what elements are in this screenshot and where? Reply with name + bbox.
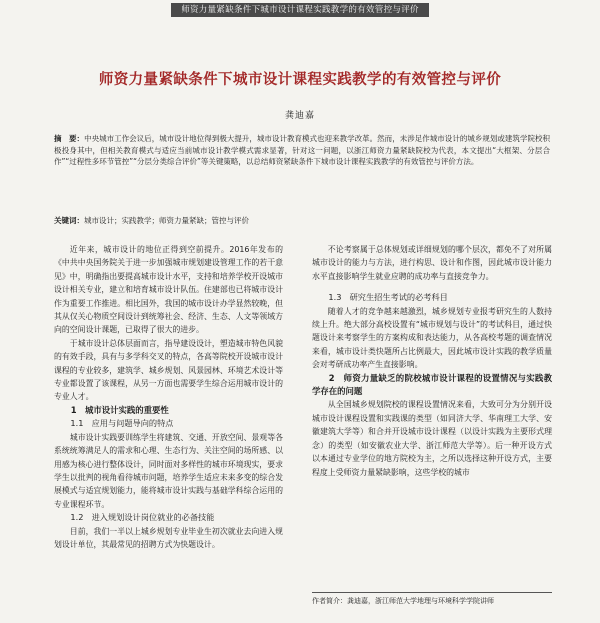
- subsection-heading: 1.2 进入规划设计岗位就业的必备技能: [70, 512, 215, 523]
- section-heading: 1 城市设计实践的重要性: [70, 404, 169, 415]
- running-header: [0, 0, 600, 20]
- paragraph: 城市设计实践要训练学生将建筑、交通、开放空间、景观等各系统统筹满足人的需求和心理、生态行为、关注空间的场所感、以用感为核心进行整体设计，同时面对多样性的城市环境现实，要求学生以批判的视角看待城市问题，培养学生适应未来多变的综合发展模式与适宜规划能力，能将城市设计实践与基础学科综合运用的专业课程环节。: [54, 432, 283, 509]
- paragraph: 目前，我们一半以上城乡规划专业毕业生初次就业去向进入规划设计单位，其最常见的招聘方式为快题设计。: [54, 526, 283, 549]
- subsection-heading: 1.1 应用与问题导向的特点: [70, 418, 174, 429]
- abstract-label: 摘 要：: [54, 134, 85, 143]
- author-footnote: 作者简介：龚迪嘉，浙江师范大学地理与环境科学学院讲师: [312, 592, 552, 606]
- paragraph: 随着人才的竞争越来越激烈，城乡规划专业报考研究生的人数持续上升。绝大部分高校设置有“城市规划与设计”的考试科目，通过快题设计来考察学生的方案构成和表达能力，从各高校考题的调查情况来看，城市设计类快题所占比例最大，因此城市设计实践的教学质量会对考研成功率产生直接影响。: [312, 306, 552, 370]
- keywords-text: 城市设计；实践教学；师资力量紧缺；管控与评价: [84, 216, 249, 225]
- running-header-title: 师资力量紧缺条件下城市设计课程实践教学的有效管控与评价: [171, 3, 429, 17]
- abstract-text: 中央城市工作会议后，城市设计地位得到极大提升，城市设计教育模式也迎来教学改革。然而，未涉足作城市设计的城乡规划或建筑学院校积极投身其中，但相关教育模式与适应当前城市设计教学模式需求显著，针对这一问题，以浙江师资力量紧缺院校为代表，本文提出“大框架、分层合作”“过程性多环节管控”“分层分类综合评价”等关键策略，以总结师资紧缺条件下城市设计课程实践教学的有效管控与评价方法。: [54, 134, 550, 167]
- keywords: [54, 215, 550, 226]
- right-column: [312, 243, 552, 479]
- paragraph: 从全国城乡规划院校的课程设置情况来看，大致可分为分别开设城市设计课程设置和实践课的类型（如同济大学、华南理工大学、安徽建筑大学等）和合并开设城市设计课程（以设计实践为主要形式理念）的类型（如安徽农业大学、浙江师范大学等）。后一种开设方式以本通过专业学位的地方院校为主，之所以选择这种开设方式，主要程度上受师资力量紧缺影响，这些学校的城市: [312, 400, 552, 477]
- paragraph: 不论考察属于总体规划或详细规划的哪个层次，都免不了对所属城市设计的能力与方法，进行构思、设计和作图，因此城市设计能力水平直接影响学生就业应聘的成功率与直接竞争力。: [312, 245, 552, 281]
- subsection-heading: 1.3 研究生招生考试的必考科目: [328, 292, 448, 303]
- paper-title: 师资力量紧缺条件下城市设计课程实践教学的有效管控与评价: [98, 72, 502, 88]
- left-column: [54, 243, 283, 551]
- author: 龚迪嘉: [284, 111, 315, 121]
- paragraph: 于城市设计总体层面而言，指导建设设计，塑造城市特色风貌的有效手段，具有与多学科交叉的特点，各高等院校开设城市设计课程的专业较多，建筑学、城乡规划、风景园林、环境艺术设计等专业都设置了该课程，从另一方面也需要学生综合运用城市设计的专业人才。: [54, 338, 283, 402]
- section-heading: 2 师资力量缺乏的院校城市设计课程的设置情况与实践教学存在的问题: [312, 372, 552, 397]
- paragraph: 近年来，城市设计的地位正得到空前提升。2016年发布的《中共中央国务院关于进一步加强城市规划建设管理工作的若干意见》中，明确指出要提高城市设计水平，支持和培养学校开设城市设计相关专业，建立和培育城市设计队伍。住建部也已将城市设计作为重要工作推进。相比国外，我国的城市设计办学显然较晚，但其从仅关心物质空间设计到统筹社会、经济、生态、人文等领域方向的空间设计课题，已取得了很大的进步。: [54, 245, 283, 335]
- keywords-label: 关键词：: [54, 216, 84, 225]
- abstract: [54, 133, 550, 168]
